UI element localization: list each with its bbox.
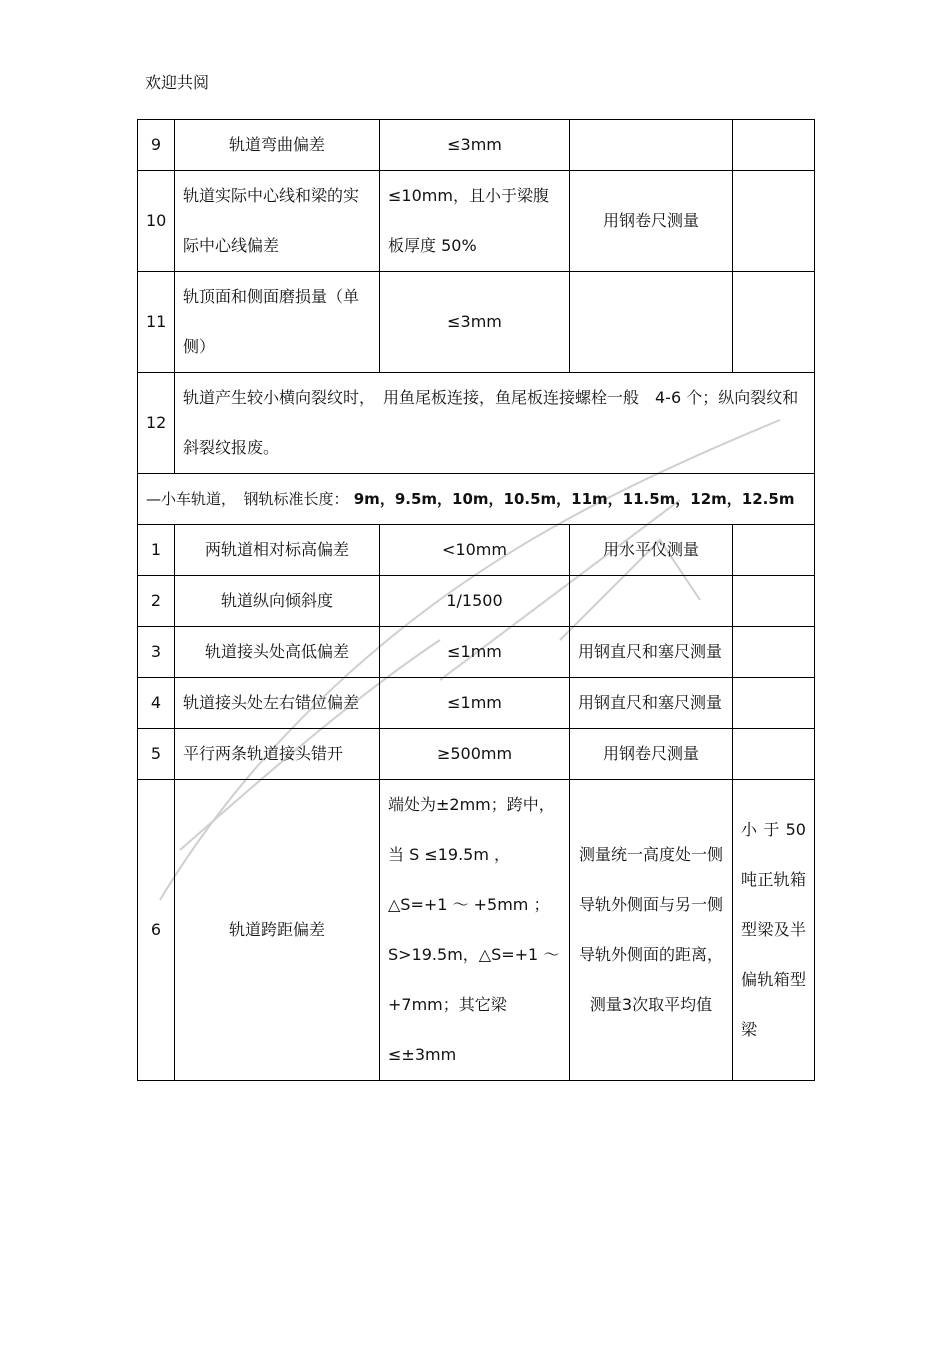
method-cell: 用钢卷尺测量 [570, 729, 733, 780]
table-row [138, 627, 815, 678]
table-row [138, 576, 815, 627]
row-number: 4 [138, 678, 175, 729]
table-row [138, 780, 815, 1081]
item-cell: 轨道接头处左右错位偏差 [175, 678, 380, 729]
table-row [138, 120, 815, 171]
item-cell: 轨顶面和侧面磨损量（单侧） [175, 272, 380, 373]
item-cell: 轨道纵向倾斜度 [175, 576, 380, 627]
row-number: 12 [138, 373, 175, 474]
item-cell: 轨道弯曲偏差 [175, 120, 380, 171]
item-cell: 轨道跨距偏差 [175, 780, 380, 1081]
requirement-cell: 端处为±2mm；跨中，当 S ≤19.5m ，△S=+1 ～ +5mm ；S>19.5m，△S=+1 ～+7mm；其它梁≤±3mm [380, 780, 570, 1081]
row-number: 5 [138, 729, 175, 780]
requirement-cell: ≤1mm [380, 627, 570, 678]
method-cell: 用水平仪测量 [570, 525, 733, 576]
table-row [138, 373, 815, 474]
row-number: 11 [138, 272, 175, 373]
item-cell: 两轨道相对标高偏差 [175, 525, 380, 576]
row-number: 6 [138, 780, 175, 1081]
row-number: 10 [138, 171, 175, 272]
note-cell [733, 120, 815, 171]
note-cell [733, 525, 815, 576]
requirement-cell: ≤3mm [380, 120, 570, 171]
requirement-cell: 1/1500 [380, 576, 570, 627]
note-cell [733, 627, 815, 678]
table-row [138, 525, 815, 576]
merged-description-cell: 轨道产生较小横向裂纹时， 用鱼尾板连接，鱼尾板连接螺栓一般 4-6 个；纵向裂纹和斜裂纹报废。 [175, 373, 815, 474]
item-cell: 轨道实际中心线和梁的实际中心线偏差 [175, 171, 380, 272]
requirement-cell: ≥500mm [380, 729, 570, 780]
row-number: 9 [138, 120, 175, 171]
method-cell [570, 272, 733, 373]
note-cell [733, 729, 815, 780]
method-cell: 用钢直尺和塞尺测量 [570, 627, 733, 678]
section-header-row [138, 474, 815, 525]
note-cell [733, 171, 815, 272]
requirement-cell: ≤10mm，且小于梁腹板厚度 50% [380, 171, 570, 272]
section-header [138, 474, 815, 525]
method-cell [570, 576, 733, 627]
note-cell: 小于50吨正轨箱型梁及半偏轨箱型梁 [733, 780, 815, 1081]
requirement-cell: ≤1mm [380, 678, 570, 729]
table-row [138, 678, 815, 729]
section-prefix: —小车轨道， 钢轨标准长度： [146, 490, 349, 508]
note-cell [733, 576, 815, 627]
note-cell [733, 678, 815, 729]
item-cell: 平行两条轨道接头错开 [175, 729, 380, 780]
table-row [138, 171, 815, 272]
spec-table [137, 119, 815, 1081]
rail-lengths: 9m，9.5m，10m，10.5m，11m，11.5m，12m，12.5m [353, 490, 795, 508]
method-cell: 用钢直尺和塞尺测量 [570, 678, 733, 729]
requirement-cell: <10mm [380, 525, 570, 576]
method-cell: 用钢卷尺测量 [570, 171, 733, 272]
row-number: 3 [138, 627, 175, 678]
row-number: 1 [138, 525, 175, 576]
table-row [138, 272, 815, 373]
page-header: 欢迎共阅 [145, 73, 210, 92]
method-cell [570, 120, 733, 171]
row-number: 2 [138, 576, 175, 627]
method-cell: 测量统一高度处一侧导轨外侧面与另一侧导轨外侧面的距离，测量3次取平均值 [570, 780, 733, 1081]
requirement-cell: ≤3mm [380, 272, 570, 373]
item-cell: 轨道接头处高低偏差 [175, 627, 380, 678]
table-row [138, 729, 815, 780]
note-cell [733, 272, 815, 373]
